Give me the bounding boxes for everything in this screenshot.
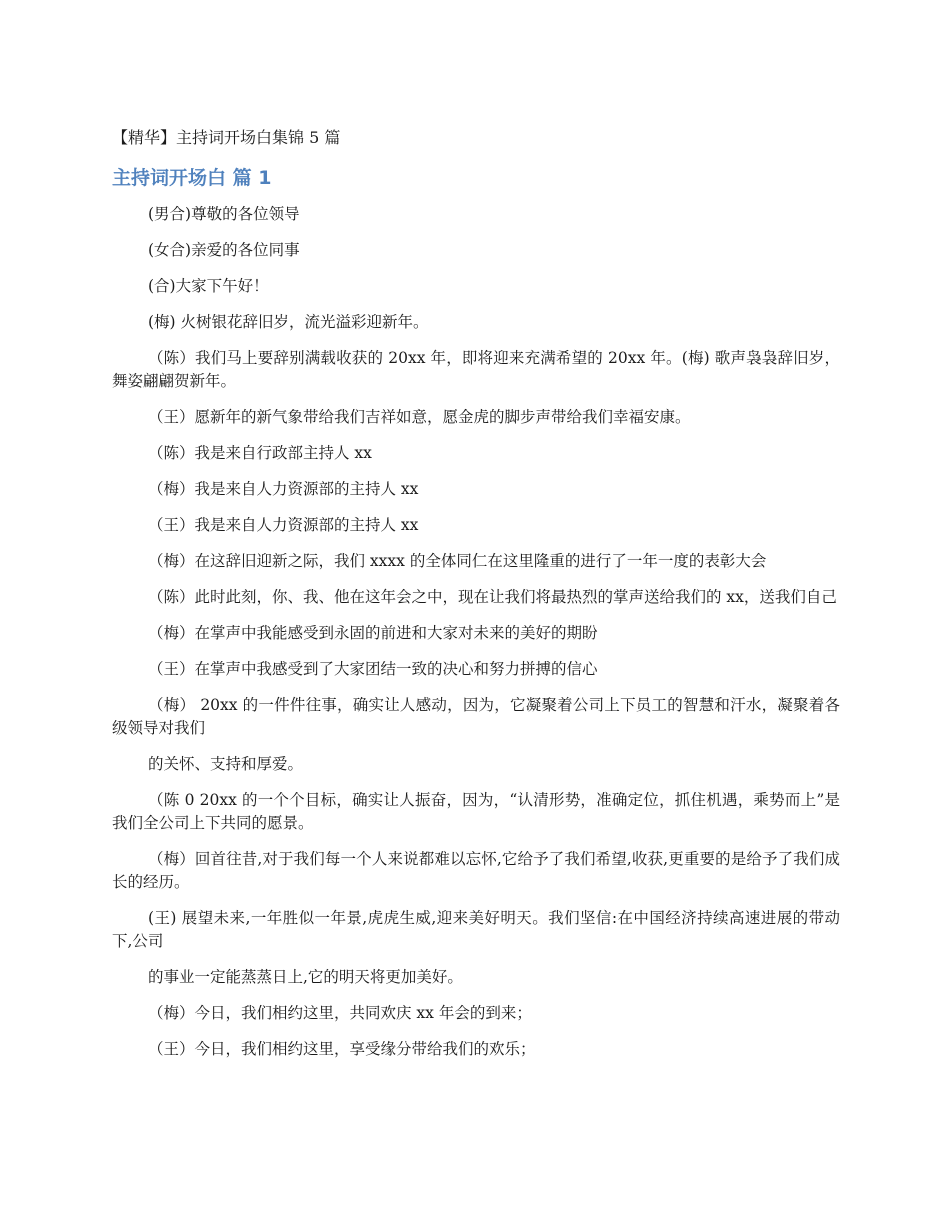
paragraph: （梅）回首往昔,对于我们每一个人来说都难以忘怀,它给予了我们希望,收获,更重要的是给予了我们成长的经历。 <box>112 850 840 891</box>
paragraph: (女合)亲爱的各位同事 <box>148 241 300 259</box>
paragraph: （梅）今日，我们相约这里，共同欢庆 xx 年会的到来； <box>148 1004 532 1022</box>
paragraph: （梅）在掌声中我能感受到永固的前进和大家对未来的美好的期盼 <box>148 624 598 642</box>
paragraph: 的关怀、支持和厚爱。 <box>148 755 304 773</box>
paragraph: (梅) 火树银花辞旧岁，流光溢彩迎新年。 <box>148 313 429 331</box>
paragraph: （梅）我是来自人力资源部的主持人 xx <box>148 480 419 498</box>
paragraph: （陈）我们马上要辞别满载收获的 20xx 年，即将迎来充满希望的 20xx 年。(梅) 歌声袅袅辞旧岁，舞姿翩翩贺新年。 <box>112 349 840 390</box>
paragraph: (男合)尊敬的各位领导 <box>148 205 300 223</box>
paragraph: (合)大家下午好！ <box>148 277 269 295</box>
document-body <box>112 203 840 1074</box>
paragraph: （陈）我是来自行政部主持人 xx <box>148 444 372 462</box>
paragraph: (王) 展望未来,一年胜似一年景,虎虎生威,迎来美好明天。我们坚信:在中国经济持续高速进展的带动下,公司 <box>112 909 840 950</box>
paragraph: （王）我是来自人力资源部的主持人 xx <box>148 516 419 534</box>
paragraph: （陈 0 20xx 的一个个目标，确实让人振奋，因为，“认清形势，准确定位，抓住机遇，乘势而上”是我们全公司上下共同的愿景。 <box>112 791 840 832</box>
paragraph: 的事业一定能蒸蒸日上,它的明天将更加美好。 <box>148 968 463 986</box>
paragraph: （王）愿新年的新气象带给我们吉祥如意，愿金虎的脚步声带给我们幸福安康。 <box>148 408 691 426</box>
section-heading: 主持词开场白 篇 1 <box>112 167 272 189</box>
paragraph: （梅）在这辞旧迎新之际，我们 xxxx 的全体同仁在这里隆重的进行了一年一度的表彰大会 <box>148 552 767 570</box>
paragraph: （王）在掌声中我感受到了大家团结一致的决心和努力拼搏的信心 <box>148 660 598 678</box>
paragraph: （陈）此时此刻，你、我、他在这年会之中，现在让我们将最热烈的掌声送给我们的 xx，送我们自己 <box>148 588 837 606</box>
paragraph: （王）今日，我们相约这里，享受缘分带给我们的欢乐； <box>148 1040 536 1058</box>
paragraph: （梅） 20xx 的一件件往事，确实让人感动，因为，它凝聚着公司上下员工的智慧和汗水，凝聚着各级领导对我们 <box>112 696 840 737</box>
document-title: 【精华】主持词开场白集锦 5 篇 <box>112 128 341 147</box>
